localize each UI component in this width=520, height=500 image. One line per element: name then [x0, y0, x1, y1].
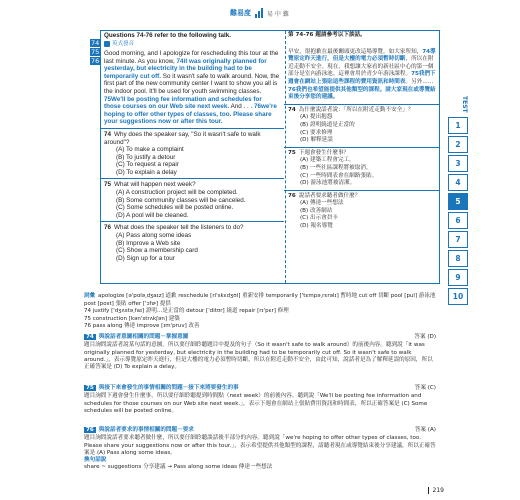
section-header: Questions 74-76 refer to the following talk.: [104, 32, 232, 39]
line-numbers: [90, 39, 100, 66]
tab-test-8[interactable]: 8: [448, 250, 468, 267]
speaker-icon: [104, 41, 110, 47]
explanation-body: 題目詢問說話者要求聽者做什麼，所以要仔細聆聽談話後半部分的內容。聽到說「we're hoping to offer other types of classes, too. Please share your suggestions now or after this tour.」，表示希望提供其他類型的課程，請聽者現在或導覽結束後分享建議，所以正確答案是 (A) Pass along some ideas。: [84, 435, 436, 456]
explanation-body: 題目詢問說話者說某句話的意圖。所以要仔細聆聽題目中提及的句子（So it wasn't safe to walk around）的前後內容。聽到說「it was originally planned for yesterday, but electricity in the building had to be temporarily cut off. So it wasn't safe to walk around.」，表示導覽原定昨天進行，但是大樓的電力必須暫時切斷，所以在附近走動不安全，由此可知，說話者是為了解釋延誤的原因，所以正確答案是 (D) To explain a delay。: [84, 342, 433, 371]
english-column: [104, 32, 280, 262]
question-75-zh: 75 下週會發生什麼事？ (A) 建築工程會完工。 (B) 一些社區課程將被取消。 (C) 一些時間表會在網路張貼。 (D) 游泳池將被清潔。: [288, 149, 378, 187]
answer-label: 答案 (A): [414, 427, 436, 433]
answer-label: 答案 (C): [414, 385, 436, 391]
tab-test-9[interactable]: 9: [448, 269, 468, 286]
explanation-76: 76 與說話者要求的事情相關的問題－要求 答案 (A) 題目詢問說話者要求聽者做什麼，所以要仔細聆聽談話後半部分的內容。聽到說「we're hoping to offer other types of classes, too. Please share your suggestions now or after this tour.」，表示希望提供其他類型的課程，請聽者現在或導覽結束後分享建議，所以正確答案是 (A) Pass along some ideas。 換句話說 share ~ suggestions 分享建議 → Pass along some ideas 傳達一些想法: [84, 427, 436, 471]
vocabulary-section: [84, 293, 444, 331]
tab-test-3[interactable]: 3: [448, 155, 468, 172]
accent-tag: 英式發音: [104, 41, 134, 49]
test-tabs: [448, 96, 468, 305]
difficulty-levels: 易 中 難: [267, 10, 289, 18]
paraphrase-text: share ~ suggestions 分享建議 → Pass along some ideas 傳達一些想法: [84, 464, 273, 471]
vocab-label: 詞彙: [84, 293, 96, 299]
tab-test-4[interactable]: 4: [448, 174, 468, 191]
tabs-label: TEST: [461, 96, 468, 113]
talk-translation: 早安，很抱歉在最後關頭更改這場導覽。如大家所知，74導覽原定昨天進行，但是大樓的電力必須暫時切斷，所以在附近走動不安全。現在，我想讓大家看的新社區中心的第一個部分是室內游泳池。這裡會用於青少年游泳課程。75我們下週會在網站上張貼這些課程的費用資訊和時間表。另外……76我們也希望能提供其他類型的課程。請大家現在或導覽結束後分享您的建議。: [288, 48, 436, 101]
line-number: 75: [91, 48, 100, 56]
explanation-75: 75 與接下來會發生的事情相關的問題－接下來將要發生的事 答案 (C) 題目詢問下週會發生什麼事，所以要仔細聆聽提到時間點（next week）的前後內容。聽到說「We'll be posting fee information and schedules for those courses on our Web site next week.」，表示下週會在網站上張貼費用資訊和時間表，所以正確答案是 (C) Some schedules will be posted online。: [84, 385, 436, 414]
question-74: 74 Why does the speaker say, "So it wasn't safe to walk around"? (A) To make a complaint (B) To justify a detour (C) To request a repair (D) To explain a delay: [104, 130, 261, 176]
tab-test-7[interactable]: 7: [448, 231, 468, 248]
explanation-body: 題目詢問下週會發生什麼事，所以要仔細聆聽提到時間點（next week）的前後內容。聽到說「We'll be posting fee information and schedules for those courses on our Web site next week.」，表示下週會在網站上張貼費用資訊和時間表，所以正確答案是 (C) Some schedules will be posted online。: [84, 393, 428, 414]
explanation-74: 74 與說話者意圖相關的問題－掌握意圖 答案 (D) 題目詢問說話者說某句話的意圖。所以要仔細聆聽題目中提及的句子（So it wasn't safe to walk around）的前後內容。聽到說「it was originally planned for yesterday, but electricity in the building had to be temporarily cut off. So it wasn't safe to walk around.」，表示導覽原定昨天進行，但是大樓的電力必須暫時切斷，所以在附近走動不安全，由此可知，說話者是為了解釋延誤的原因，所以正確答案是 (D) To explain a delay。: [84, 334, 436, 371]
vocab-line: 76 pass along 傳達 improve [ɪm'pruv] 改善: [84, 323, 200, 329]
tab-test-1[interactable]: 1: [448, 117, 468, 134]
answer-label: 答案 (D): [414, 334, 436, 340]
page-number: 219: [428, 487, 444, 494]
question-76-zh: 76 說話者要求聽者做什麼？ (A) 傳達一些想法 (B) 改善網站 (C) 出示會員卡 (D) 報名導覽: [288, 192, 361, 230]
section-header-zh: 第 74-76 題請參考以下談話。: [288, 32, 366, 38]
question-76: 76 What does the speaker tell the listeners to do? (A) Pass along some ideas (B) Improve a Web site (C) Show a membership card (D) Sign up for a tour: [104, 224, 244, 262]
column-divider: [285, 31, 286, 283]
tab-test-6[interactable]: 6: [448, 212, 468, 229]
line-number: 76: [91, 57, 100, 65]
difficulty-bars: [255, 8, 263, 18]
page-footer: [84, 487, 444, 494]
tab-test-2[interactable]: 2: [448, 136, 468, 153]
vocab-line: 74 justify ['dʒʌstə͵faɪ] 證明…是正當的 detour ['ditʊr] 繞道 repair [rɪ'pɛr] 修理: [84, 308, 289, 314]
tab-test-10[interactable]: 10: [448, 288, 468, 305]
difficulty-indicator: [230, 8, 289, 18]
question-75: 75 What will happen next week? (A) A construction project will be completed. (B) Some community classes will be canceled. (C) Some schedules will be posted online. (D) A pool will be cleaned.: [104, 181, 246, 219]
line-number: 74: [91, 39, 100, 47]
paraphrase-label: 換句話說: [84, 457, 107, 464]
difficulty-label: 難易度: [230, 9, 251, 17]
question-74-zh: 74 為什麼說話者說：「所以在附近走動不安全」？ (A) 提出抱怨 (B) 證明繞道是正當的 (C) 要求修理 (D) 解釋延誤: [288, 106, 414, 144]
vocab-line: 75 construction [kən'strʌkʃən] 建築: [84, 315, 180, 322]
talk-script: Good morning, and I apologize for rescheduling this tour at the last minute. As you know, 74it was originally planned for yesterday, but electricity in the building had to be temporarily cut off. So it wasn't safe to walk around. Now, the first part of the new community center I want to show you all is the indoor pool. It'll be used for youth swimming classes. 75We'll be posting fee information and schedules for those courses on our Web site next week. And . . . 76we're hoping to offer other types of classes, too. Please share your suggestions now or after this tour.: [104, 49, 280, 126]
tab-test-5[interactable]: 5: [448, 193, 468, 210]
vocab-line: apologize [ə'pɑlə͵dʒaɪz] 道歉 reschedule [ri'skɛdʒʊl] 重新安排 temporarily ['tɛmpə͵rɛrəlɪ] 暫時地 cut off 切斷 pool [pul] 游泳池 post [post] 張貼 offer ['ɔfɚ] 提供: [84, 293, 436, 307]
chinese-column: [288, 32, 436, 231]
